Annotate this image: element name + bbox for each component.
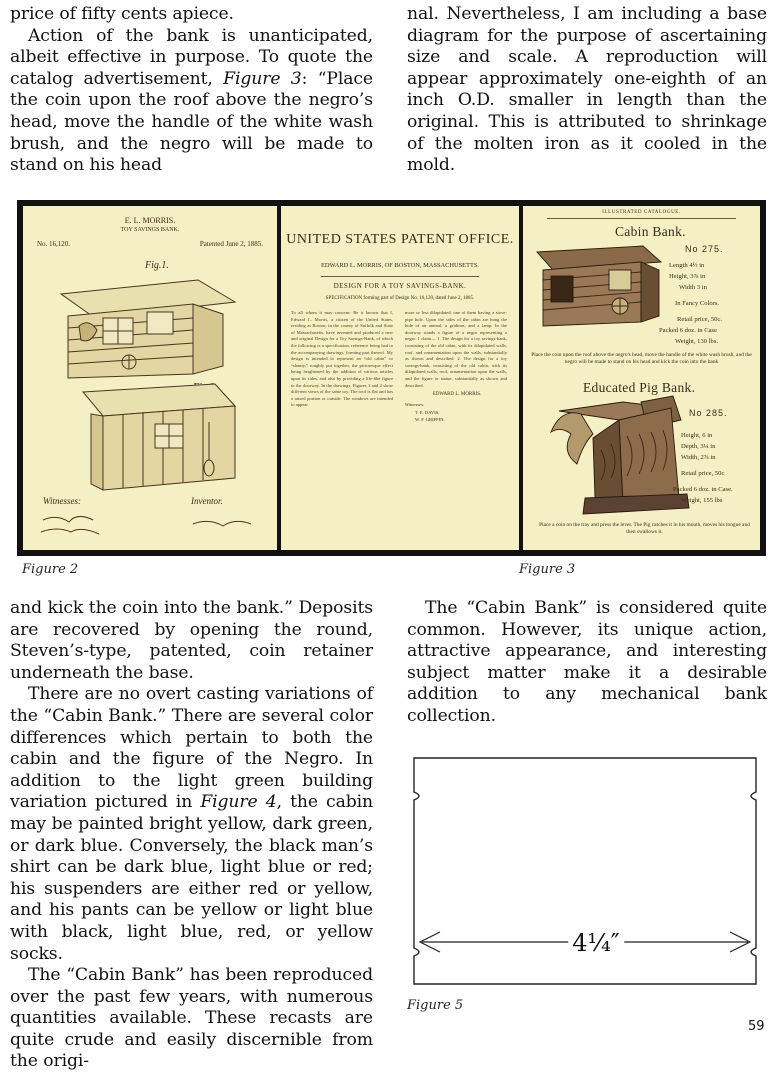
figure-reference: Figure 4 [200, 792, 277, 813]
text-run: There are no overt casting variations of the “Cabin Bank.” There are several color differences which pertain to both the cabin and the figure of the Negro. In addition to the light green building variation pictured in [10, 684, 373, 813]
paragraph: The “Cabin Bank” is considered quite common. However, its unique action, attractive appearance, and interesting subject matter make it a desirable addition to any mechanical bank collection. [407, 598, 767, 726]
drawing-patent-date: Patented June 2, 1885. [199, 240, 263, 248]
patent-witnesses-label: Witnesses: [405, 402, 425, 407]
pig-spec: Width, 2⅞ in [681, 454, 716, 461]
patent-text-column-right: more or less dilapidated, one of them having a stove-pipe hole. Upon the sides of the cabin are hung the hide of an animal, a gridiron, and a lamp. In the doorway stands a figure of a negro representing a negro. I claim— 1. The design for a toy savings-bank, consisting of the old cabin, with its dilapidated walls, roof, and ornamentation upon the walls, substantially as shown and described. 2. The design for a toy savings-bank, consisting of the old cabin, with its dilapidated walls, roof, ornamentation upon the walls, and the figure or statue, substantially as shown and described. [405, 310, 507, 388]
figure-reference: Figure 3 [223, 68, 302, 89]
patent-author-line: EDWARD L. MORRIS, OF BOSTON, MASSACHUSETTS. [320, 262, 480, 269]
cabin-bank-number: No 275. [685, 244, 724, 254]
drawing-fig1-label: Fig.1. [145, 260, 169, 271]
patent-design-title: DESIGN FOR A TOY SAVINGS-BANK. [333, 282, 467, 290]
pig-bank-title: Educated Pig Bank. [583, 380, 696, 395]
pig-spec: Depth, 3¼ in [681, 443, 716, 450]
paragraph: nal. Nevertheless, I am including a base diagram for the purpose of ascertaining size and scale. A reproduction will appear approximately one-eighth of an inch O.D. smaller in length than the original. This is attributed to shrinkage of the molten iron as it cooled in the mold. [407, 4, 767, 176]
cabin-bank-title: Cabin Bank. [615, 224, 686, 239]
pig-description: Place a coin on the tray and press the lever. The Pig catches it in his mouth, moves his tongue and then swallows it. [539, 522, 750, 536]
patent-drawing-panel [23, 206, 277, 550]
catalog-illustrations [523, 206, 760, 550]
catalog-header: ILLUSTRATED CATALOGUE. [602, 210, 681, 215]
pig-spec: Weight, 155 lbs [681, 497, 723, 504]
measurement-label: 4¼″ [568, 930, 624, 956]
patent-rule [321, 276, 479, 277]
patent-signer: EDWARD L. MORRIS. [432, 392, 482, 397]
drawing-witnesses-label: Witnesses: [43, 496, 81, 506]
paragraph: price of fifty cents apiece. [10, 4, 234, 24]
text-column-bottom-left [10, 598, 373, 1073]
figure-2-caption: Figure 2 [22, 562, 79, 577]
cabin-spec: Width 3 in [679, 284, 707, 291]
patent-spec-line: SPECIFICATION forming part of Design No. 16,120, dated June 2, 1885. [325, 296, 475, 301]
figure-3-caption: Figure 3 [519, 562, 576, 577]
figure-strip [17, 200, 766, 556]
cabin-spec: In Fancy Colors. [675, 300, 720, 307]
cabin-spec: Packed 6 doz. in Case [659, 327, 718, 334]
text-run: Action of the bank is unanticipated, albeit effective in purpose. To quote the catalog advertisement, [10, 25, 373, 89]
cabin-spec: Length 4½ in [669, 262, 705, 269]
text-run: , the cabin may be painted bright yellow, dark green, or dark blue. Conversely, the black man’s shirt can be dark blue, light blue or red; his suspenders are either red or yellow, and his pants can be yellow or light blue with black, light blue, red, or yellow socks. [10, 792, 373, 964]
figure-5-caption: Figure 5 [407, 998, 464, 1013]
paragraph: and kick the coin into the bank.” Deposits are recovered by opening the round, Steven’s-type, patented, coin retainer underneath the base. [10, 598, 373, 683]
cabin-spec: Retail price, 50c. [677, 316, 723, 323]
cabin-description: Place the coin upon the roof above the negro's head, move the handle of the white wash brush, and the negro will be made to stand on his head and kick the coin into the bank [531, 352, 752, 366]
patent-text-panel [281, 206, 519, 550]
paragraph [10, 26, 373, 177]
drawing-design-number: No. 16,120. [37, 240, 71, 248]
paragraph: The “Cabin Bank” has been reproduced over the past few years, with numerous quantities available. These recasts are quite crude and easily discernible from the origi- [10, 965, 373, 1072]
text-column-top-left [10, 4, 373, 177]
pig-spec: Height, 6 in [681, 432, 713, 439]
paragraph [10, 684, 373, 965]
drawing-subtitle: TOY SAVINGS BANK. [120, 227, 180, 233]
text-run: : “Place the coin upon the roof above the negro’s head, move the handle of the white wash brush, and the negro will be made to stand on his head [10, 68, 373, 176]
cabin-spec: Height, 3⅞ in [669, 273, 706, 280]
patent-witness: T. E. DAVIS, [415, 410, 440, 415]
pig-bank-number: No 285. [689, 408, 728, 418]
patent-witness: W. F. GRIFFIN. [415, 417, 445, 422]
patent-text-column-left: To all whom it may concern: Be it known that I, Edward L. Morris, a citizen of the United States, residing at Boston, in the county of Suffolk and State of Massachusetts, have invented and produced a new and original Design for a Toy Savings-Bank, of which the following is a specification, reference being had to the accompanying drawings, forming part thereof. My design is intended to represent an “old cabin” or “shanty,” roughly put together, the picturesque effect being heightened by the addition of various articles upon its sides, and also by providing a life-like figure to the doorway. In the drawings, Figures 1 and 2 show different views of the same toy. The roof is flat and has a raised portion or outside. The windows are intended to appear [291, 310, 393, 408]
cabin-spec: Weight, 130 lbs. [675, 338, 719, 345]
catalog-page-panel [523, 206, 760, 550]
page-number: 59 [748, 1019, 765, 1034]
pig-spec: Packed 6 doz. in Case. [673, 486, 733, 493]
drawing-inventor-name: E. L. MORRIS. [124, 216, 176, 225]
text-column-top-right [407, 4, 767, 177]
patent-office-title: UNITED STATES PATENT OFFICE. [286, 232, 514, 247]
drawing-inventor-label: Inventor. [191, 496, 223, 506]
pig-spec: Retail price, 50c [681, 470, 725, 477]
text-column-bottom-right [407, 598, 767, 728]
